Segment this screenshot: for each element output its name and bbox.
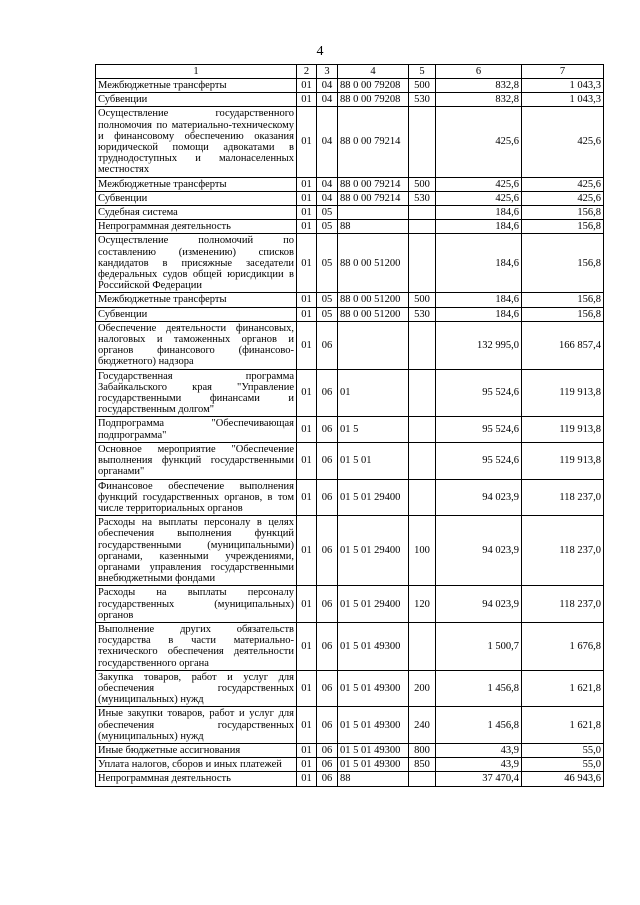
cell-amount-year2: 1 043,3 xyxy=(522,93,604,107)
cell-amount-year2: 156,8 xyxy=(522,206,604,220)
cell-section: 01 xyxy=(297,707,317,744)
cell-expense-type: 800 xyxy=(409,743,436,757)
cell-section: 01 xyxy=(297,307,317,321)
table-row xyxy=(96,516,604,586)
cell-subsection: 06 xyxy=(317,369,338,417)
cell-amount-year2: 118 237,0 xyxy=(522,586,604,623)
cell-subsection: 06 xyxy=(317,321,338,369)
cell-amount-year2: 425,6 xyxy=(522,191,604,205)
cell-subsection: 06 xyxy=(317,442,338,479)
table-row xyxy=(96,321,604,369)
cell-amount-year2: 156,8 xyxy=(522,234,604,293)
cell-target-code xyxy=(338,206,409,220)
cell-section: 01 xyxy=(297,417,317,442)
cell-amount-year1: 1 456,8 xyxy=(436,707,522,744)
cell-amount-year1: 37 470,4 xyxy=(436,772,522,786)
cell-amount-year2: 156,8 xyxy=(522,307,604,321)
cell-target-code: 01 5 01 xyxy=(338,442,409,479)
cell-amount-year1: 184,6 xyxy=(436,234,522,293)
cell-amount-year1: 95 524,6 xyxy=(436,442,522,479)
cell-expense-type xyxy=(409,206,436,220)
cell-name: Государственная программа Забайкальского края "Управление государственными финансами и государственным долгом" xyxy=(96,369,297,417)
cell-target-code: 88 xyxy=(338,220,409,234)
cell-amount-year1: 43,9 xyxy=(436,758,522,772)
cell-name: Межбюджетные трансферты xyxy=(96,177,297,191)
cell-amount-year1: 425,6 xyxy=(436,191,522,205)
table-row xyxy=(96,177,604,191)
cell-subsection: 06 xyxy=(317,772,338,786)
budget-table xyxy=(95,64,604,787)
cell-subsection: 06 xyxy=(317,516,338,586)
cell-amount-year1: 184,6 xyxy=(436,307,522,321)
table-row xyxy=(96,293,604,307)
cell-section: 01 xyxy=(297,234,317,293)
column-header: 7 xyxy=(522,65,604,79)
cell-subsection: 04 xyxy=(317,107,338,177)
cell-section: 01 xyxy=(297,321,317,369)
cell-subsection: 05 xyxy=(317,293,338,307)
column-header: 5 xyxy=(409,65,436,79)
cell-target-code: 01 xyxy=(338,369,409,417)
cell-expense-type xyxy=(409,321,436,369)
cell-name: Основное мероприятие "Обеспечение выполнения функций государственными органами" xyxy=(96,442,297,479)
cell-name: Субвенции xyxy=(96,191,297,205)
cell-section: 01 xyxy=(297,206,317,220)
cell-target-code: 88 0 00 51200 xyxy=(338,293,409,307)
cell-name: Подпрограмма "Обеспечивающая подпрограмма" xyxy=(96,417,297,442)
cell-amount-year2: 1 621,8 xyxy=(522,707,604,744)
cell-name: Финансовое обеспечение выполнения функций государственных органов, в том числе территориальных органов xyxy=(96,479,297,516)
cell-target-code: 01 5 01 49300 xyxy=(338,743,409,757)
cell-expense-type xyxy=(409,772,436,786)
cell-amount-year2: 425,6 xyxy=(522,107,604,177)
table-row xyxy=(96,670,604,707)
cell-amount-year2: 55,0 xyxy=(522,743,604,757)
cell-expense-type: 530 xyxy=(409,93,436,107)
cell-subsection: 06 xyxy=(317,586,338,623)
cell-name: Закупка товаров, работ и услуг для обеспечения государственных (муниципальных) нужд xyxy=(96,670,297,707)
cell-name: Иные бюджетные ассигнования xyxy=(96,743,297,757)
cell-name: Межбюджетные трансферты xyxy=(96,79,297,93)
cell-expense-type: 530 xyxy=(409,307,436,321)
cell-target-code: 01 5 xyxy=(338,417,409,442)
cell-expense-type: 500 xyxy=(409,177,436,191)
cell-subsection: 06 xyxy=(317,622,338,670)
cell-section: 01 xyxy=(297,479,317,516)
table-row xyxy=(96,622,604,670)
cell-amount-year1: 1 456,8 xyxy=(436,670,522,707)
cell-amount-year2: 156,8 xyxy=(522,293,604,307)
column-header: 2 xyxy=(297,65,317,79)
column-header: 3 xyxy=(317,65,338,79)
cell-amount-year2: 1 676,8 xyxy=(522,622,604,670)
cell-amount-year1: 95 524,6 xyxy=(436,417,522,442)
cell-target-code: 88 0 00 79214 xyxy=(338,191,409,205)
cell-section: 01 xyxy=(297,107,317,177)
cell-section: 01 xyxy=(297,772,317,786)
cell-section: 01 xyxy=(297,369,317,417)
cell-section: 01 xyxy=(297,191,317,205)
cell-amount-year2: 55,0 xyxy=(522,758,604,772)
cell-name: Непрограммная деятельность xyxy=(96,772,297,786)
cell-amount-year2: 119 913,8 xyxy=(522,442,604,479)
cell-amount-year1: 1 500,7 xyxy=(436,622,522,670)
cell-name: Субвенции xyxy=(96,93,297,107)
cell-section: 01 xyxy=(297,670,317,707)
cell-subsection: 05 xyxy=(317,234,338,293)
table-body xyxy=(96,79,604,787)
cell-amount-year1: 184,6 xyxy=(436,206,522,220)
cell-expense-type xyxy=(409,622,436,670)
cell-subsection: 05 xyxy=(317,206,338,220)
cell-amount-year1: 425,6 xyxy=(436,177,522,191)
table-row xyxy=(96,191,604,205)
table-row xyxy=(96,586,604,623)
cell-expense-type: 500 xyxy=(409,79,436,93)
table-row xyxy=(96,442,604,479)
cell-amount-year2: 46 943,6 xyxy=(522,772,604,786)
cell-expense-type xyxy=(409,369,436,417)
cell-section: 01 xyxy=(297,516,317,586)
cell-section: 01 xyxy=(297,758,317,772)
cell-expense-type: 100 xyxy=(409,516,436,586)
cell-section: 01 xyxy=(297,293,317,307)
cell-name: Осуществление полномочий по составлению (изменению) списков кандидатов в присяжные заседатели федеральных судов общей юрисдикции в Российской Федерации xyxy=(96,234,297,293)
column-header: 6 xyxy=(436,65,522,79)
table-row xyxy=(96,79,604,93)
cell-target-code: 01 5 01 29400 xyxy=(338,479,409,516)
cell-target-code xyxy=(338,321,409,369)
table-row xyxy=(96,369,604,417)
table-header-row xyxy=(96,65,604,79)
cell-amount-year2: 156,8 xyxy=(522,220,604,234)
cell-name: Иные закупки товаров, работ и услуг для обеспечения государственных (муниципальных) нужд xyxy=(96,707,297,744)
cell-expense-type xyxy=(409,107,436,177)
cell-subsection: 06 xyxy=(317,707,338,744)
cell-subsection: 06 xyxy=(317,479,338,516)
cell-amount-year1: 832,8 xyxy=(436,93,522,107)
table-row xyxy=(96,107,604,177)
table-row xyxy=(96,220,604,234)
column-header: 4 xyxy=(338,65,409,79)
cell-expense-type xyxy=(409,234,436,293)
cell-expense-type: 200 xyxy=(409,670,436,707)
cell-section: 01 xyxy=(297,743,317,757)
cell-amount-year2: 166 857,4 xyxy=(522,321,604,369)
table-row xyxy=(96,93,604,107)
cell-name: Обеспечение деятельности финансовых, налоговых и таможенных органов и органов финансового (финансово-бюджетного) надзора xyxy=(96,321,297,369)
cell-subsection: 04 xyxy=(317,191,338,205)
cell-subsection: 04 xyxy=(317,79,338,93)
cell-expense-type: 500 xyxy=(409,293,436,307)
cell-amount-year2: 1 621,8 xyxy=(522,670,604,707)
table-row xyxy=(96,743,604,757)
cell-name: Расходы на выплаты персоналу государственных (муниципальных) органов xyxy=(96,586,297,623)
cell-expense-type xyxy=(409,417,436,442)
cell-amount-year1: 184,6 xyxy=(436,293,522,307)
cell-expense-type xyxy=(409,479,436,516)
table-row xyxy=(96,758,604,772)
cell-name: Уплата налогов, сборов и иных платежей xyxy=(96,758,297,772)
cell-amount-year1: 425,6 xyxy=(436,107,522,177)
cell-amount-year2: 119 913,8 xyxy=(522,369,604,417)
cell-amount-year2: 118 237,0 xyxy=(522,479,604,516)
cell-name: Судебная система xyxy=(96,206,297,220)
cell-expense-type: 120 xyxy=(409,586,436,623)
table-row xyxy=(96,234,604,293)
cell-subsection: 05 xyxy=(317,220,338,234)
cell-section: 01 xyxy=(297,622,317,670)
table-row xyxy=(96,479,604,516)
cell-name: Субвенции xyxy=(96,307,297,321)
page-number: 4 xyxy=(316,44,324,59)
cell-target-code: 01 5 01 29400 xyxy=(338,516,409,586)
cell-target-code: 88 0 00 51200 xyxy=(338,307,409,321)
cell-amount-year1: 832,8 xyxy=(436,79,522,93)
cell-target-code: 88 0 00 79208 xyxy=(338,79,409,93)
cell-target-code: 88 0 00 79214 xyxy=(338,107,409,177)
cell-name: Выполнение других обязательств государства в части материально-технического обеспечения деятельности государственного органа xyxy=(96,622,297,670)
cell-expense-type xyxy=(409,442,436,479)
cell-subsection: 04 xyxy=(317,177,338,191)
cell-target-code: 88 0 00 51200 xyxy=(338,234,409,293)
cell-section: 01 xyxy=(297,93,317,107)
cell-amount-year1: 94 023,9 xyxy=(436,479,522,516)
column-header: 1 xyxy=(96,65,297,79)
cell-name: Непрограммная деятельность xyxy=(96,220,297,234)
cell-section: 01 xyxy=(297,79,317,93)
cell-section: 01 xyxy=(297,220,317,234)
cell-amount-year2: 119 913,8 xyxy=(522,417,604,442)
table-row xyxy=(96,707,604,744)
table-row xyxy=(96,417,604,442)
cell-subsection: 05 xyxy=(317,307,338,321)
cell-target-code: 01 5 01 49300 xyxy=(338,707,409,744)
cell-target-code: 01 5 01 29400 xyxy=(338,586,409,623)
table-row xyxy=(96,772,604,786)
cell-amount-year2: 425,6 xyxy=(522,177,604,191)
cell-expense-type: 850 xyxy=(409,758,436,772)
cell-target-code: 88 0 00 79214 xyxy=(338,177,409,191)
cell-target-code: 88 0 00 79208 xyxy=(338,93,409,107)
cell-target-code: 01 5 01 49300 xyxy=(338,758,409,772)
cell-subsection: 04 xyxy=(317,93,338,107)
cell-section: 01 xyxy=(297,586,317,623)
cell-amount-year1: 132 995,0 xyxy=(436,321,522,369)
cell-subsection: 06 xyxy=(317,758,338,772)
cell-name: Осуществление государственного полномочия по материально-техническому и финансовому обеспечению оказания юридической помощи адвокатами в труднодоступных и малонаселенных местностях xyxy=(96,107,297,177)
cell-subsection: 06 xyxy=(317,670,338,707)
table-row xyxy=(96,307,604,321)
cell-amount-year1: 43,9 xyxy=(436,743,522,757)
table-row xyxy=(96,206,604,220)
cell-target-code: 88 xyxy=(338,772,409,786)
cell-name: Межбюджетные трансферты xyxy=(96,293,297,307)
cell-amount-year1: 184,6 xyxy=(436,220,522,234)
cell-expense-type xyxy=(409,220,436,234)
cell-amount-year1: 94 023,9 xyxy=(436,516,522,586)
cell-section: 01 xyxy=(297,177,317,191)
cell-target-code: 01 5 01 49300 xyxy=(338,670,409,707)
cell-section: 01 xyxy=(297,442,317,479)
cell-expense-type: 530 xyxy=(409,191,436,205)
cell-subsection: 06 xyxy=(317,417,338,442)
cell-amount-year1: 94 023,9 xyxy=(436,586,522,623)
cell-name: Расходы на выплаты персоналу в целях обеспечения выполнения функций государственными (муниципальными) органами, казенными учреждениями, органами управления государственными внебюджетными фондами xyxy=(96,516,297,586)
cell-amount-year2: 118 237,0 xyxy=(522,516,604,586)
cell-amount-year2: 1 043,3 xyxy=(522,79,604,93)
cell-target-code: 01 5 01 49300 xyxy=(338,622,409,670)
cell-amount-year1: 95 524,6 xyxy=(436,369,522,417)
cell-expense-type: 240 xyxy=(409,707,436,744)
cell-subsection: 06 xyxy=(317,743,338,757)
